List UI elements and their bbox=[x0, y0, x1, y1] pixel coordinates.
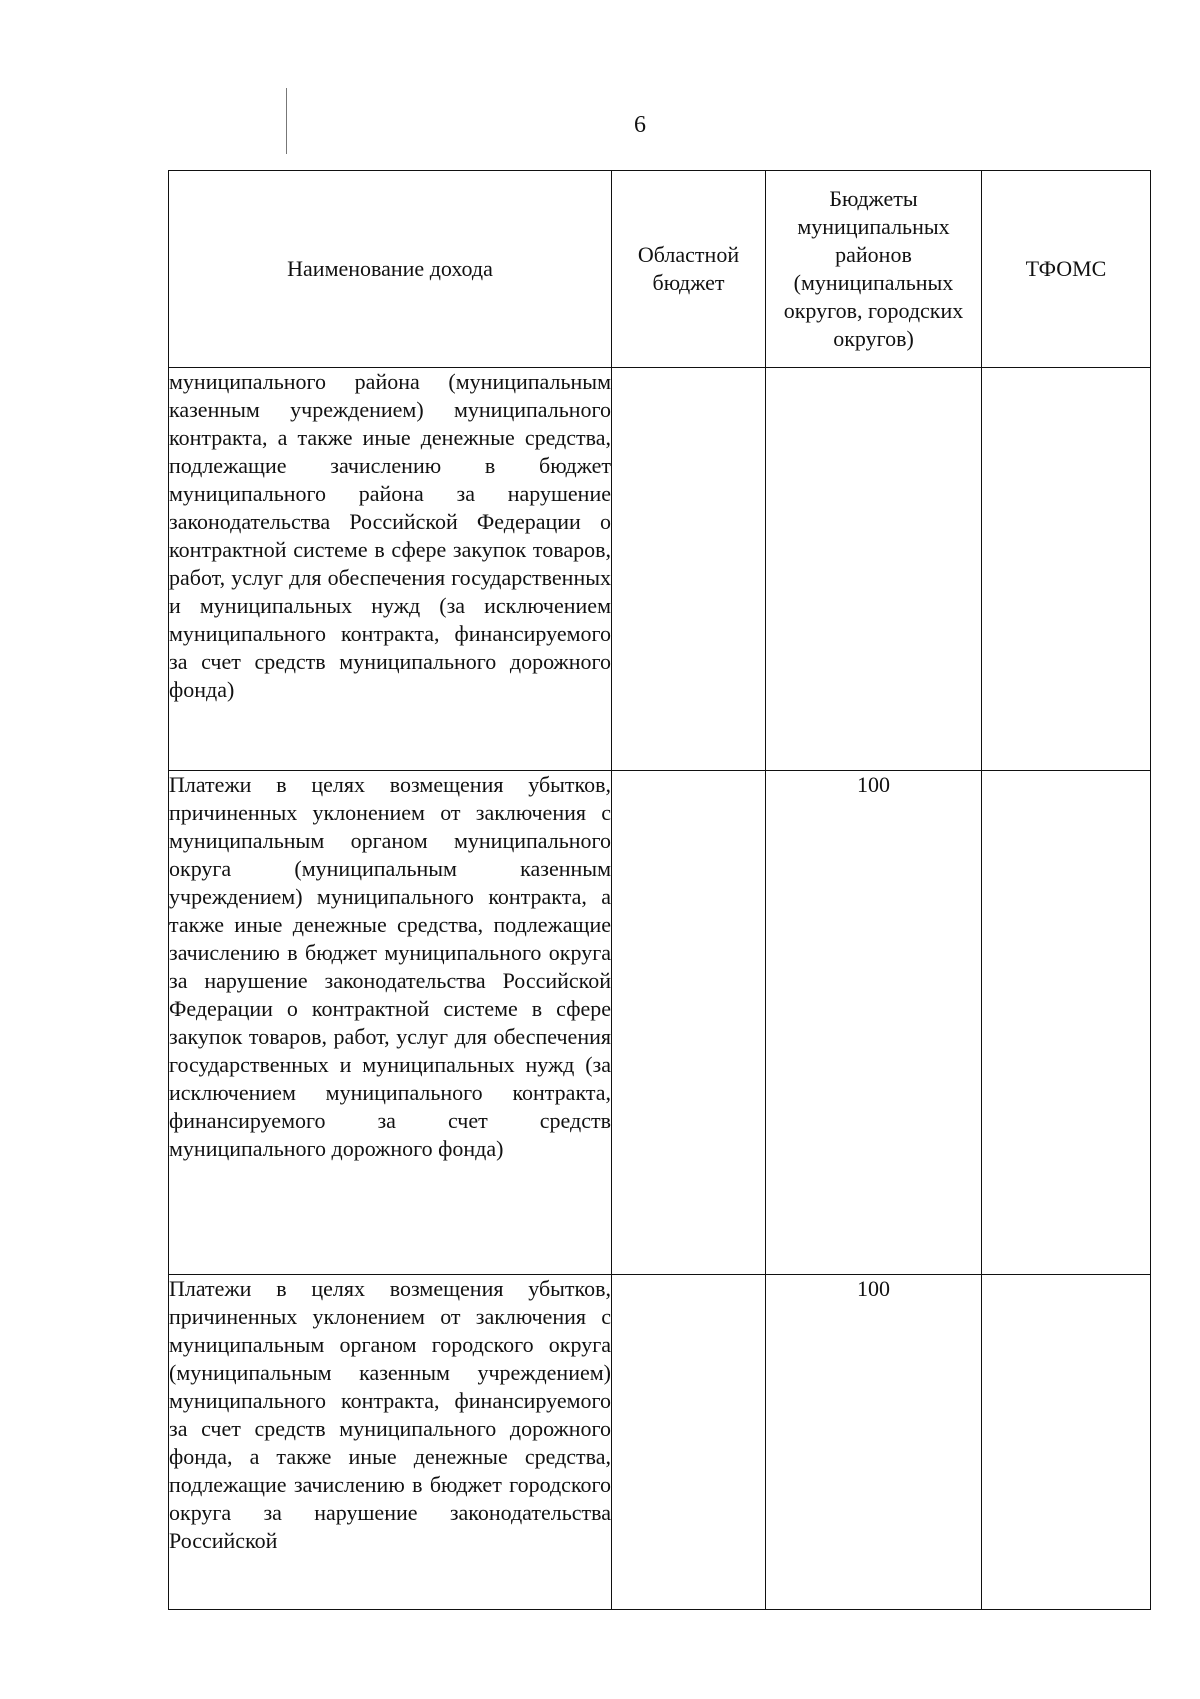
header-municipal-budgets bbox=[766, 171, 982, 368]
table-row bbox=[169, 368, 1151, 771]
header-tfoms bbox=[982, 171, 1151, 368]
header-revenue-name bbox=[169, 171, 612, 368]
header-regional-budget bbox=[612, 171, 766, 368]
row-1-regional-value bbox=[612, 368, 766, 771]
revenue-table bbox=[168, 170, 1151, 1610]
row-2-municipal-value: 100 bbox=[766, 771, 982, 1275]
row-3-revenue-name: Платежи в целях возмещения убытков, причиненных уклонением от заключения с муниципальным органом городского округа (муниципальным казенным учреждением) муниципального контракта, финансируемого за счет средств муниципального дорожного фонда, а также иные денежные средства, подлежащие зачислению в бюджет городского округа за нарушение законодательства Российской bbox=[169, 1275, 612, 1610]
table-row bbox=[169, 1275, 1151, 1610]
page-number: 6 bbox=[634, 112, 646, 138]
header-regional-budget-label: Областной бюджет bbox=[637, 242, 740, 295]
row-3-tfoms-value bbox=[982, 1275, 1151, 1610]
header-tfoms-label: ТФОМС bbox=[1025, 256, 1107, 281]
row-1-revenue-name: муниципального района (муниципальным казенным учреждением) муниципального контракта, а также иные денежные средства, подлежащие зачислению в бюджет муниципального района за нарушение законодательства Российской Федерации о контрактной системе в сфере закупок товаров, работ, услуг для обеспечения государственных и муниципальных нужд (за исключением муниципального контракта, финансируемого за счет средств муниципального дорожного фонда) bbox=[169, 368, 612, 771]
row-2-regional-value bbox=[612, 771, 766, 1275]
row-2-revenue-name: Платежи в целях возмещения убытков, причиненных уклонением от заключения с муниципальным органом муниципального округа (муниципальным казенным учреждением) муниципального контракта, а также иные денежные средства, подлежащие зачислению в бюджет муниципального округа за нарушение законодательства Российской Федерации о контрактной системе в сфере закупок товаров, работ, услуг для обеспечения государственных и муниципальных нужд (за исключением муниципального контракта, финансируемого за счет средств муниципального дорожного фонда) bbox=[169, 771, 612, 1275]
margin-mark bbox=[286, 88, 287, 154]
header-municipal-budgets-label: Бюджеты муниципальных районов (муниципальных округов, городских округов) bbox=[783, 186, 964, 351]
row-3-municipal-value: 100 bbox=[766, 1275, 982, 1610]
row-1-tfoms-value bbox=[982, 368, 1151, 771]
header-revenue-name-label: Наименование дохода bbox=[287, 256, 493, 281]
row-3-regional-value bbox=[612, 1275, 766, 1610]
row-1-municipal-value bbox=[766, 368, 982, 771]
table-row bbox=[169, 771, 1151, 1275]
table-header-row bbox=[169, 171, 1151, 368]
row-2-tfoms-value bbox=[982, 771, 1151, 1275]
